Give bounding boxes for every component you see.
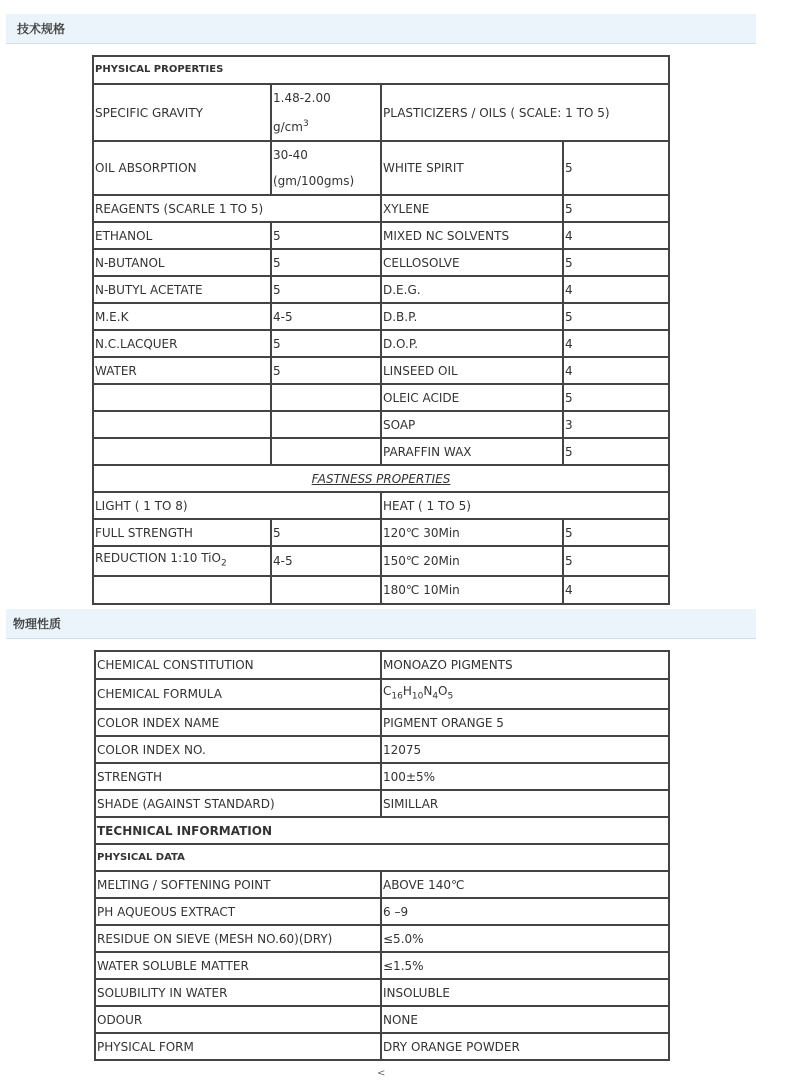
physical-properties-table [94,650,670,1061]
oil-value: 4 [563,330,669,357]
heat-heading: HEAT ( 1 TO 5) [381,492,669,519]
oil-label: LINSEED OIL [381,357,563,384]
table-row [95,925,669,952]
table-row [95,763,669,790]
property-label: MELTING / SOFTENING POINT [95,871,381,898]
reagent-label [93,438,271,465]
plasticizers-heading: PLASTICIZERS / OILS ( SCALE: 1 TO 5) [381,84,669,141]
reagent-label: ETHANOL [93,222,271,249]
property-label: SHADE (AGAINST STANDARD) [95,790,381,817]
property-value: PIGMENT ORANGE 5 [381,709,669,736]
oil-value: 5 [563,438,669,465]
table-row [93,222,669,249]
reagent-value: 5 [271,330,381,357]
table-row [95,1033,669,1060]
property-value: SIMILLAR [381,790,669,817]
table-row [93,249,669,276]
oil-value: 5 [563,249,669,276]
oil-label: SOAP [381,411,563,438]
fastness-properties-heading: FASTNESS PROPERTIES [93,465,669,492]
table-row [95,651,669,679]
table-row [95,871,669,898]
chemical-formula-label: CHEMICAL FORMULA [95,679,381,709]
property-value: INSOLUBLE [381,979,669,1006]
property-value: 12075 [381,736,669,763]
table-row [93,546,669,576]
oil-value: 5 [563,303,669,330]
table-row [95,1006,669,1033]
table-row [93,576,669,604]
reagent-label: N.C.LACQUER [93,330,271,357]
property-value: 6 –9 [381,898,669,925]
spec-section-header: 技术规格 [6,14,756,44]
reagent-value: 5 [271,276,381,303]
prev-page-link[interactable]: < [377,1068,386,1079]
reduction-label: REDUCTION 1:10 TiO$_2$ [93,546,271,576]
reagent-value: 5 [271,222,381,249]
property-value: ≤1.5% [381,952,669,979]
table-row [95,709,669,736]
oil-label: D.E.G. [381,276,563,303]
heat-180-value: 4 [563,576,669,604]
heat-150-value: 5 [563,546,669,576]
table-row [95,952,669,979]
table-row [93,357,669,384]
table-row [93,519,669,546]
reagent-label: N-BUTANOL [93,249,271,276]
oil-value: 4 [563,276,669,303]
physical-data-heading: PHYSICAL DATA [95,844,669,871]
reagent-value: 5 [271,249,381,276]
oil-label: MIXED NC SOLVENTS [381,222,563,249]
reagent-value [271,411,381,438]
table-row [95,979,669,1006]
property-label: WATER SOLUBLE MATTER [95,952,381,979]
oil-label: PARAFFIN WAX [381,438,563,465]
property-value: DRY ORANGE POWDER [381,1033,669,1060]
reagent-value: 4-5 [271,303,381,330]
physical-properties-heading: PHYSICAL PROPERTIES [93,56,669,84]
white-spirit-value: 5 [563,141,669,195]
specific-gravity-value: 1.48-2.00 $g/cm^3$ [271,84,381,141]
empty-cell [93,576,271,604]
specific-gravity-label: SPECIFIC GRAVITY [93,84,271,141]
heat-180-label: 180℃ 10Min [381,576,563,604]
reagent-label [93,411,271,438]
reagent-label: N-BUTYL ACETATE [93,276,271,303]
heat-120-label: 120℃ 30Min [381,519,563,546]
property-label: CHEMICAL CONSTITUTION [95,651,381,679]
light-heading: LIGHT ( 1 TO 8) [93,492,381,519]
property-label: STRENGTH [95,763,381,790]
property-value: ≤5.0% [381,925,669,952]
oil-label: OLEIC ACIDE [381,384,563,411]
reagent-label: WATER [93,357,271,384]
table-row [95,790,669,817]
heat-150-label: 150℃ 20Min [381,546,563,576]
reagent-label [93,384,271,411]
property-label: ODOUR [95,1006,381,1033]
table-row [95,736,669,763]
property-value: NONE [381,1006,669,1033]
table-row [93,330,669,357]
property-value: 100±5% [381,763,669,790]
property-label: PH AQUEOUS EXTRACT [95,898,381,925]
reduction-value: 4-5 [271,546,381,576]
table-row [93,411,669,438]
technical-spec-table [92,55,670,605]
oil-label: CELLOSOLVE [381,249,563,276]
property-label: RESIDUE ON SIEVE (MESH NO.60)(DRY) [95,925,381,952]
property-value: MONOAZO PIGMENTS [381,651,669,679]
reagent-value: 5 [271,357,381,384]
property-label: SOLUBILITY IN WATER [95,979,381,1006]
reagent-label: M.E.K [93,303,271,330]
oil-absorption-label: OIL ABSORPTION [93,141,271,195]
table-row [93,303,669,330]
property-label: COLOR INDEX NAME [95,709,381,736]
xylene-value: 5 [563,195,669,222]
heat-120-value: 5 [563,519,669,546]
property-value: ABOVE 140℃ [381,871,669,898]
property-label: COLOR INDEX NO. [95,736,381,763]
oil-value: 5 [563,384,669,411]
oil-absorption-value: 30-40 (gm/100gms) [271,141,381,195]
empty-cell [271,576,381,604]
white-spirit-label: WHITE SPIRIT [381,141,563,195]
physical-section-header: 物理性质 [6,609,756,639]
table-row [95,679,669,709]
table-row [93,384,669,411]
oil-label: D.B.P. [381,303,563,330]
table-row [93,438,669,465]
chemical-formula-value: $C_{16}H_{10}N_4O_5$ [381,679,669,709]
xylene-label: XYLENE [381,195,563,222]
full-strength-value: 5 [271,519,381,546]
full-strength-label: FULL STRENGTH [93,519,271,546]
oil-value: 4 [563,222,669,249]
reagents-heading: REAGENTS (SCARLE 1 TO 5) [93,195,381,222]
table-row [95,898,669,925]
oil-value: 4 [563,357,669,384]
technical-information-heading: TECHNICAL INFORMATION [95,817,669,844]
reagent-value [271,384,381,411]
oil-value: 3 [563,411,669,438]
property-label: PHYSICAL FORM [95,1033,381,1060]
table-row [93,276,669,303]
reagent-value [271,438,381,465]
oil-label: D.O.P. [381,330,563,357]
